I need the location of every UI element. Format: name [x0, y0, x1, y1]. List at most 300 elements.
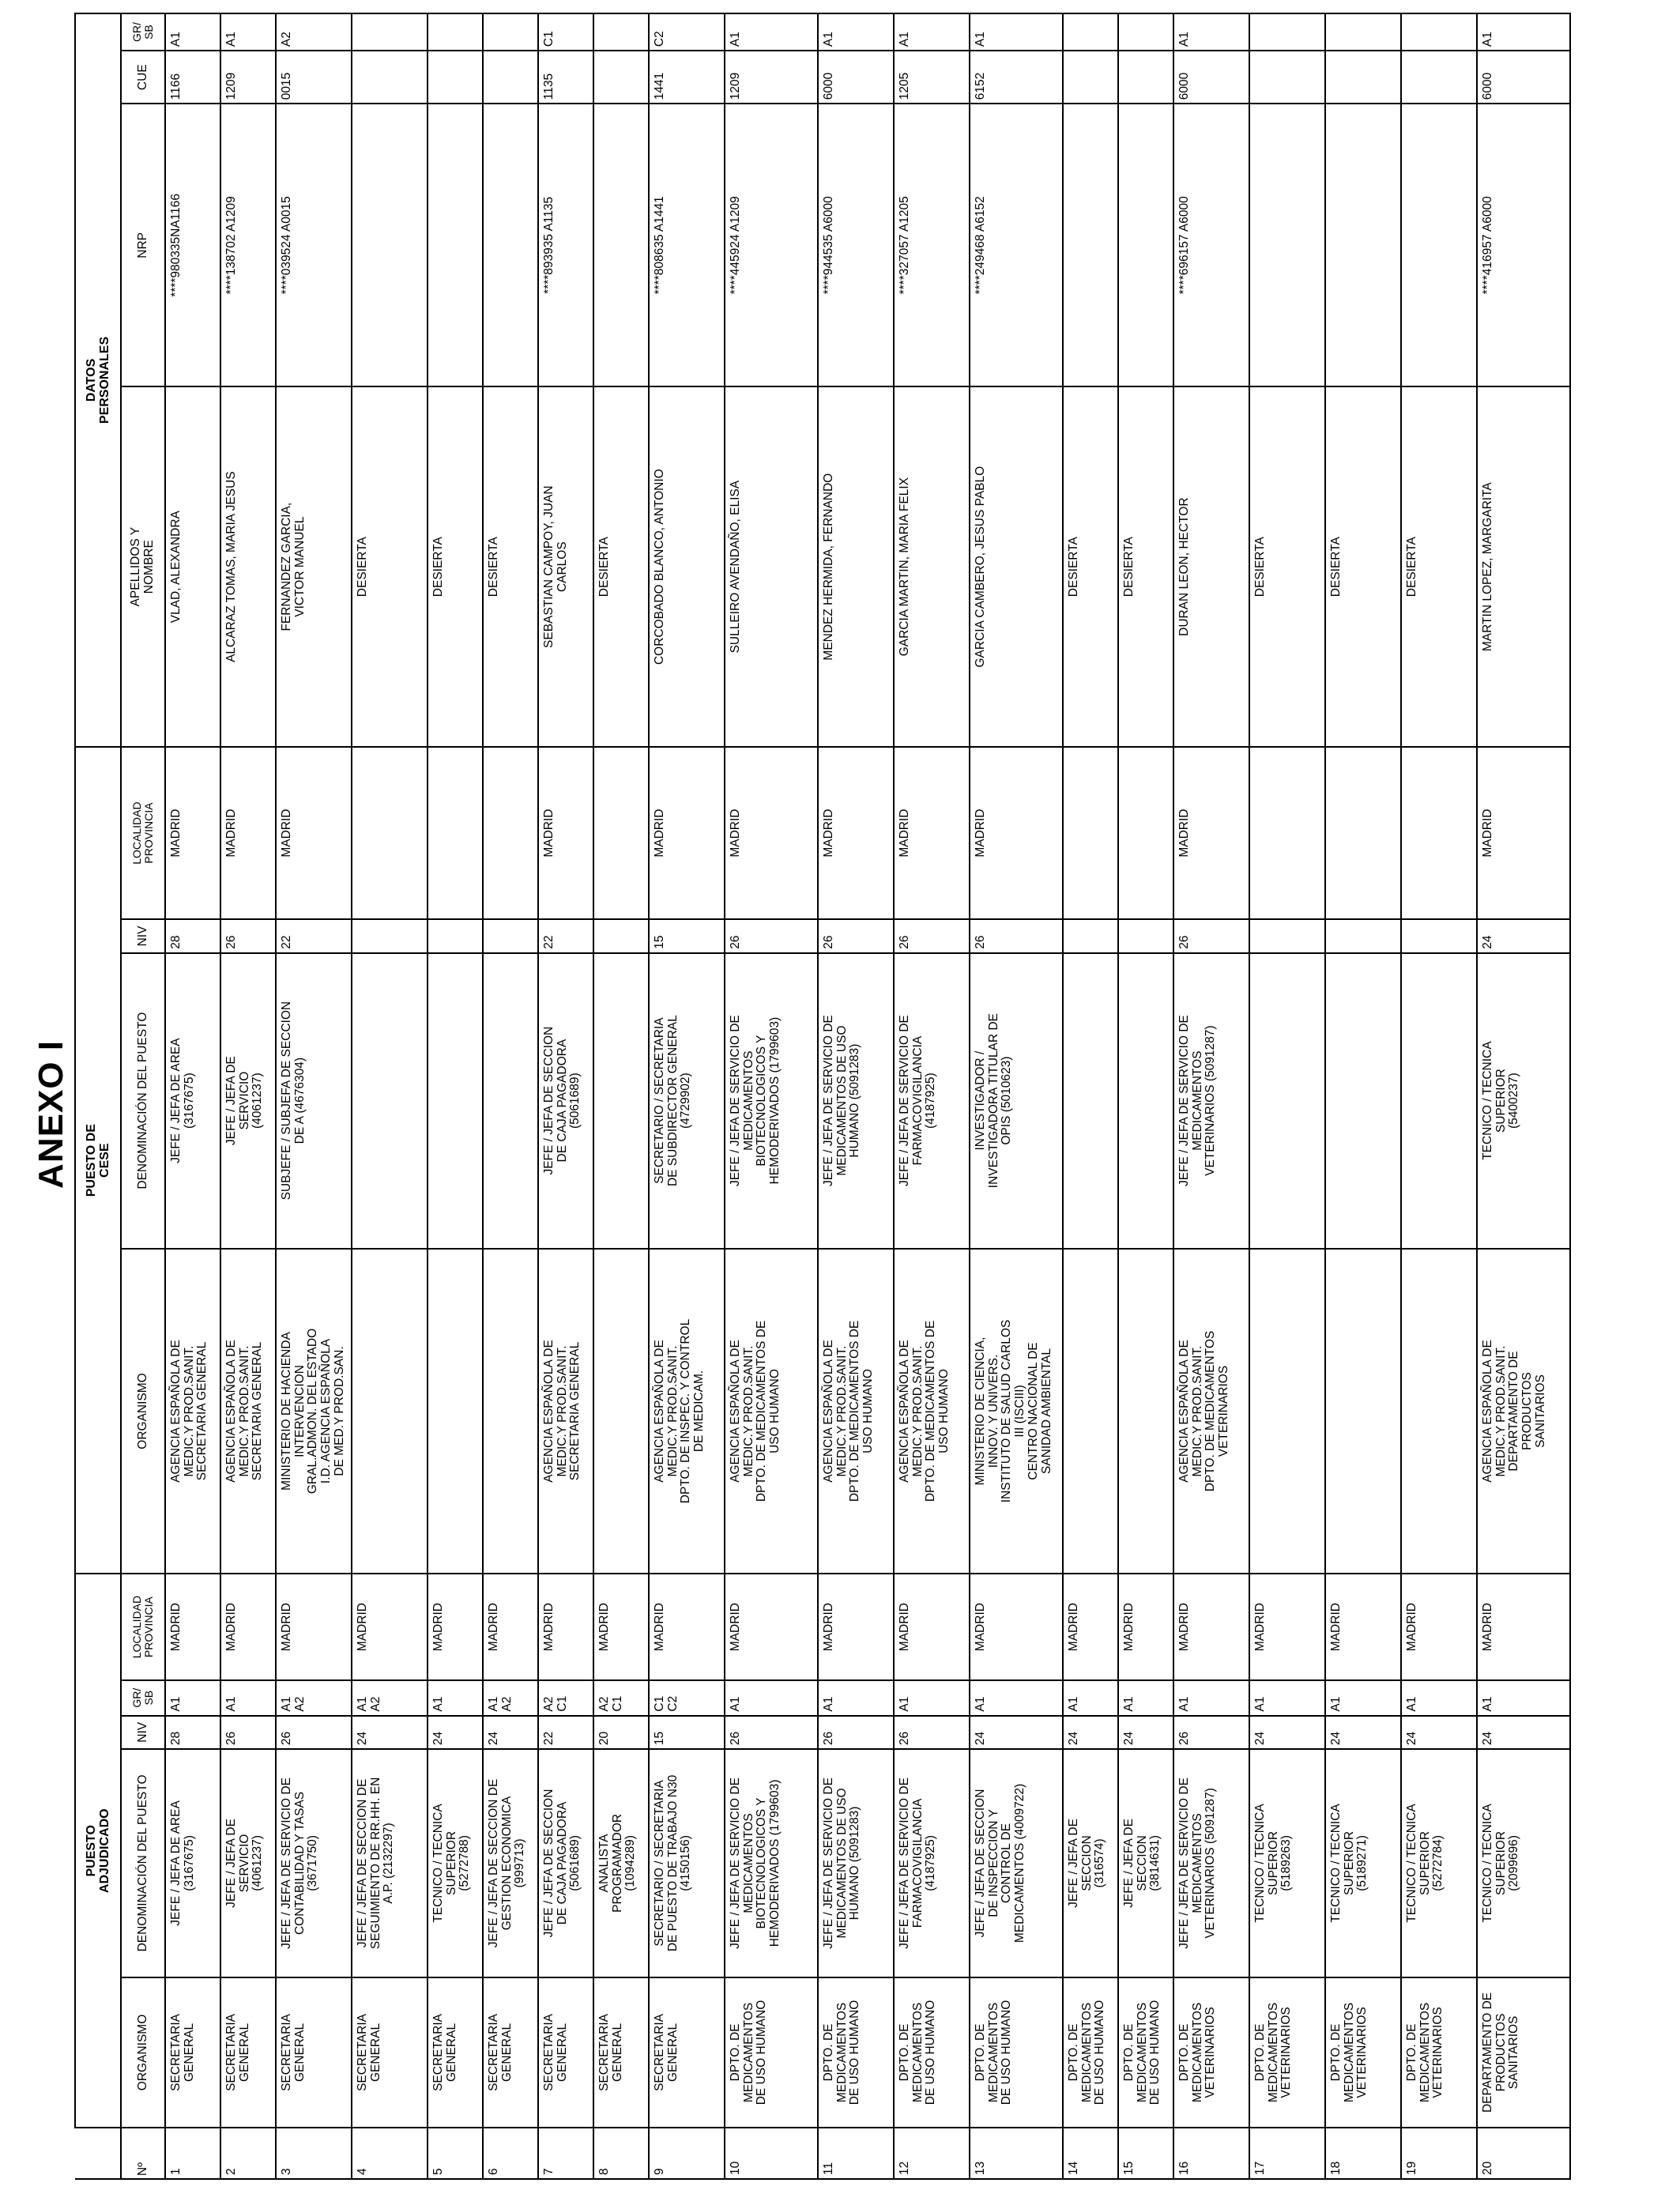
cell-niv: 24 [483, 1716, 538, 1750]
cell-nrp: ****696157 A6000 [1173, 104, 1249, 386]
cell-grsb: A1 A2 [352, 1680, 428, 1716]
cell-nrp [352, 104, 428, 386]
cell-cese-localidad [428, 747, 483, 919]
cell-denominacion: TECNICO / TECNICA SUPERIOR (2099696) [1477, 1749, 1570, 1977]
cell-cese-denominacion [1401, 953, 1477, 1249]
cell-organismo: DPTO. DE MEDICAMENTOS VETERINARIOS [1173, 1977, 1249, 2128]
cell-pgrsb: A1 [220, 13, 276, 51]
cell-pgrsb [1063, 13, 1118, 51]
cell-niv: 26 [276, 1716, 352, 1750]
cell-niv: 24 [1325, 1716, 1401, 1750]
cell-n: 11 [818, 2128, 894, 2179]
table-row [649, 13, 725, 2179]
cell-cese-niv: 24 [1477, 919, 1570, 953]
cell-cue [428, 51, 483, 104]
cell-localidad: MADRID [1173, 1574, 1249, 1679]
cell-apellidos: DURAN LEON, HECTOR [1173, 386, 1249, 747]
cell-organismo: SECRETARIA GENERAL [483, 1977, 538, 2128]
cell-pgrsb [352, 13, 428, 51]
cell-n: 9 [649, 2128, 725, 2179]
cell-cue: 1209 [725, 51, 818, 104]
cell-niv: 22 [538, 1716, 593, 1750]
cell-cese-niv [1325, 919, 1401, 953]
cell-cese-organismo: MINISTERIO DE CIENCIA, INNOV. Y UNIVERS. INSTITUTO DE SALUD CARLOS III (ISCIII) CENTRO NACIONAL DE SANIDAD AMBIENTAL [970, 1249, 1063, 1574]
cell-apellidos: GARCIA MARTIN, MARIA FELIX [894, 386, 970, 747]
cell-organismo: DPTO. DE MEDICAMENTOS VETERINARIOS [1401, 1977, 1477, 2128]
group-spacer [75, 2128, 121, 2179]
cell-cese-localidad [483, 747, 538, 919]
cell-cese-localidad: MADRID [1477, 747, 1570, 919]
group-datos-personales: DATOS PERSONALES [75, 13, 121, 747]
table-row [1249, 13, 1325, 2179]
cell-cese-organismo: AGENCIA ESPAÑOLA DE MEDIC.Y PROD.SANIT. DEPARTAMENTO DE PRODUCTOS SANITARIOS [1477, 1249, 1570, 1574]
table-row [970, 13, 1063, 2179]
table-row [1477, 13, 1570, 2179]
cell-organismo: DEPARTAMENTO DE PRODUCTOS SANITARIOS [1477, 1977, 1570, 2128]
cell-localidad: MADRID [1063, 1574, 1118, 1679]
cell-n: 3 [276, 2128, 352, 2179]
cell-localidad: MADRID [428, 1574, 483, 1679]
cell-denominacion: JEFE / JEFA DE SECCION DE INSPECCION Y CONTROL DE MEDICAMENTOS (4009722) [970, 1749, 1063, 1977]
cell-cese-organismo: MINISTERIO DE HACIENDA INTERVENCION GRAL.ADMON. DEL ESTADO I.D. AGENCIA ESPAÑOLA DE MED.Y PROD.SAN. [276, 1249, 352, 1574]
cell-cese-denominacion [1118, 953, 1173, 1249]
table-row [1118, 13, 1173, 2179]
cell-cese-denominacion [593, 953, 649, 1249]
cell-nrp: ****416957 A6000 [1477, 104, 1570, 386]
cell-apellidos: SEBASTIAN CAMPOY, JUAN CARLOS [538, 386, 593, 747]
table-row [165, 13, 220, 2179]
cell-n: 10 [725, 2128, 818, 2179]
header-cue: CUE [121, 51, 165, 104]
cell-cese-denominacion: JEFE / JEFA DE SERVICIO DE MEDICAMENTOS DE USO HUMANO (5091283) [818, 953, 894, 1249]
cell-cese-denominacion [428, 953, 483, 1249]
cell-organismo: SECRETARIA GENERAL [220, 1977, 276, 2128]
cell-localidad: MADRID [165, 1574, 220, 1679]
cell-denominacion: TECNICO / TECNICA SUPERIOR (5272788) [428, 1749, 483, 1977]
cell-cese-denominacion: JEFE / JEFA DE SERVICIO (4061237) [220, 953, 276, 1249]
cell-cese-localidad: MADRID [725, 747, 818, 919]
cell-cese-denominacion: JEFE / JEFA DE SERVICIO DE MEDICAMENTOS VETERINARIOS (5091287) [1173, 953, 1249, 1249]
cell-grsb: A1 [1249, 1680, 1325, 1716]
cell-cese-localidad: MADRID [1173, 747, 1249, 919]
header-cese-localidad: LOCALIDAD PROVINCIA [121, 747, 165, 919]
header-nrp: NRP [121, 104, 165, 386]
cell-nrp: ****039524 A0015 [276, 104, 352, 386]
cell-cese-niv: 15 [649, 919, 725, 953]
cell-organismo: DPTO. DE MEDICAMENTOS DE USO HUMANO [1063, 1977, 1118, 2128]
cell-cese-organismo [1325, 1249, 1401, 1574]
cell-niv: 26 [894, 1716, 970, 1750]
header-organismo: ORGANISMO [121, 1977, 165, 2128]
header-denominacion: DENOMINACIÓN DEL PUESTO [121, 1749, 165, 1977]
cell-organismo: SECRETARIA GENERAL [649, 1977, 725, 2128]
cell-pgrsb: A1 [1477, 13, 1570, 51]
cell-denominacion: TECNICO / TECNICA SUPERIOR (5189271) [1325, 1749, 1401, 1977]
cell-cese-organismo [352, 1249, 428, 1574]
cell-localidad: MADRID [1401, 1574, 1477, 1679]
cell-organismo: DPTO. DE MEDICAMENTOS DE USO HUMANO [725, 1977, 818, 2128]
cell-cese-niv: 22 [538, 919, 593, 953]
cell-localidad: MADRID [1118, 1574, 1173, 1679]
cell-pgrsb: C1 [538, 13, 593, 51]
cell-niv: 24 [428, 1716, 483, 1750]
table-row [276, 13, 352, 2179]
cell-localidad: MADRID [593, 1574, 649, 1679]
header-grsb: GR/ SB [121, 1680, 165, 1716]
cell-grsb: A1 [1118, 1680, 1173, 1716]
cell-niv: 15 [649, 1716, 725, 1750]
cell-cese-localidad [1063, 747, 1118, 919]
cell-apellidos: ALCARAZ TOMAS, MARIA JESUS [220, 386, 276, 747]
cell-cese-niv [1063, 919, 1118, 953]
cell-denominacion: TECNICO / TECNICA SUPERIOR (5189263) [1249, 1749, 1325, 1977]
cell-cese-niv: 26 [1173, 919, 1249, 953]
cell-cue: 1135 [538, 51, 593, 104]
cell-nrp: ****944535 A6000 [818, 104, 894, 386]
cell-nrp [428, 104, 483, 386]
cell-denominacion: JEFE / JEFA DE AREA (3167675) [165, 1749, 220, 1977]
cell-grsb: C1 C2 [649, 1680, 725, 1716]
cell-n: 4 [352, 2128, 428, 2179]
cell-cese-organismo: AGENCIA ESPAÑOLA DE MEDIC.Y PROD.SANIT. DPTO. DE MEDICAMENTOS DE USO HUMANO [725, 1249, 818, 1574]
table-row [220, 13, 276, 2179]
cell-pgrsb: A1 [725, 13, 818, 51]
cell-cese-localidad: MADRID [276, 747, 352, 919]
cell-cese-niv [1118, 919, 1173, 953]
cell-grsb: A1 A2 [483, 1680, 538, 1716]
cell-cese-niv: 28 [165, 919, 220, 953]
cell-n: 12 [894, 2128, 970, 2179]
cell-organismo: SECRETARIA GENERAL [276, 1977, 352, 2128]
cell-n: 1 [165, 2128, 220, 2179]
cell-grsb: A1 [1063, 1680, 1118, 1716]
cell-niv: 26 [220, 1716, 276, 1750]
cell-cese-organismo [1401, 1249, 1477, 1574]
cell-cese-niv [352, 919, 428, 953]
cell-cese-localidad: MADRID [165, 747, 220, 919]
cell-localidad: MADRID [970, 1574, 1063, 1679]
cell-apellidos: MARTIN LOPEZ, MARGARITA [1477, 386, 1570, 747]
cell-grsb: A2 C1 [538, 1680, 593, 1716]
cell-denominacion: JEFE / JEFA DE SERVICIO DE CONTABILIDAD Y TASAS (3671750) [276, 1749, 352, 1977]
cell-niv: 26 [818, 1716, 894, 1750]
cell-n: 7 [538, 2128, 593, 2179]
cell-cese-localidad [1118, 747, 1173, 919]
cell-nrp [1401, 104, 1477, 386]
cell-organismo: DPTO. DE MEDICAMENTOS DE USO HUMANO [970, 1977, 1063, 2128]
cell-niv: 24 [1063, 1716, 1118, 1750]
table-row [1325, 13, 1401, 2179]
cell-cese-niv: 26 [894, 919, 970, 953]
cell-grsb: A1 [428, 1680, 483, 1716]
cell-niv: 24 [352, 1716, 428, 1750]
cell-cese-organismo [428, 1249, 483, 1574]
cell-cue [483, 51, 538, 104]
cell-cese-denominacion: JEFE / JEFA DE SECCION DE CAJA PAGADORA (5061689) [538, 953, 593, 1249]
table-row [1401, 13, 1477, 2179]
table-row [483, 13, 538, 2179]
cell-n: 17 [1249, 2128, 1325, 2179]
cell-grsb: A1 [970, 1680, 1063, 1716]
table-row [538, 13, 593, 2179]
cell-cue: 6000 [1173, 51, 1249, 104]
cell-pgrsb [1401, 13, 1477, 51]
cell-pgrsb: A1 [970, 13, 1063, 51]
cell-cese-organismo: AGENCIA ESPAÑOLA DE MEDIC.Y PROD.SANIT. SECRETARIA GENERAL [220, 1249, 276, 1574]
cell-localidad: MADRID [649, 1574, 725, 1679]
cell-pgrsb: C2 [649, 13, 725, 51]
cell-cese-denominacion: INVESTIGADOR / INVESTIGADORA TITULAR DE OPIS (5010623) [970, 953, 1063, 1249]
cell-denominacion: JEFE / JEFA DE SECCION DE GESTION ECONOMICA (999713) [483, 1749, 538, 1977]
cell-pgrsb: A2 [276, 13, 352, 51]
anexo-table [74, 13, 1571, 2180]
cell-n: 2 [220, 2128, 276, 2179]
header-apellidos: APELLIDOS Y NOMBRE [121, 386, 165, 747]
cell-cese-localidad [593, 747, 649, 919]
cell-denominacion: JEFE / JEFA DE SERVICIO DE MEDICAMENTOS VETERINARIOS (5091287) [1173, 1749, 1249, 1977]
cell-grsb: A1 [1477, 1680, 1570, 1716]
cell-grsb: A1 [220, 1680, 276, 1716]
cell-cese-localidad: MADRID [538, 747, 593, 919]
cell-grsb: A1 [818, 1680, 894, 1716]
cell-localidad: MADRID [220, 1574, 276, 1679]
cell-localidad: MADRID [1477, 1574, 1570, 1679]
table-row [352, 13, 428, 2179]
cell-apellidos: DESIERTA [352, 386, 428, 747]
cell-cese-organismo [1063, 1249, 1118, 1574]
cell-apellidos: DESIERTA [593, 386, 649, 747]
cell-cese-localidad [1401, 747, 1477, 919]
header-cese-denominacion: DENOMINACIÓN DEL PUESTO [121, 953, 165, 1249]
cell-localidad: MADRID [725, 1574, 818, 1679]
cell-n: 15 [1118, 2128, 1173, 2179]
cell-grsb: A1 A2 [276, 1680, 352, 1716]
cell-pgrsb [1249, 13, 1325, 51]
cell-cese-niv: 22 [276, 919, 352, 953]
cell-cese-localidad [1325, 747, 1401, 919]
cell-grsb: A1 [725, 1680, 818, 1716]
cell-cese-localidad: MADRID [220, 747, 276, 919]
cell-denominacion: JEFE / JEFA DE SECCION (3814631) [1118, 1749, 1173, 1977]
cell-denominacion: JEFE / JEFA DE SERVICIO (4061237) [220, 1749, 276, 1977]
cell-nrp: ****808635 A1441 [649, 104, 725, 386]
cell-n: 8 [593, 2128, 649, 2179]
cell-apellidos: MENDEZ HERMIDA, FERNANDO [818, 386, 894, 747]
cell-pgrsb: A1 [1173, 13, 1249, 51]
cell-apellidos: CORCOBADO BLANCO, ANTONIO [649, 386, 725, 747]
cell-pgrsb [593, 13, 649, 51]
cell-nrp [593, 104, 649, 386]
cell-cese-localidad: MADRID [649, 747, 725, 919]
table-row [1173, 13, 1249, 2179]
cell-grsb: A1 [1325, 1680, 1401, 1716]
cell-niv: 26 [1173, 1716, 1249, 1750]
cell-localidad: MADRID [276, 1574, 352, 1679]
cell-denominacion: JEFE / JEFA DE SERVICIO DE MEDICAMENTOS DE USO HUMANO (5091283) [818, 1749, 894, 1977]
cell-n: 19 [1401, 2128, 1477, 2179]
cell-cese-organismo [1118, 1249, 1173, 1574]
cell-cue [1325, 51, 1401, 104]
cell-nrp: ****980335NA1166 [165, 104, 220, 386]
cell-n: 20 [1477, 2128, 1570, 2179]
cell-apellidos: SULLEIRO AVENDAÑO, ELISA [725, 386, 818, 747]
cell-cue: 1166 [165, 51, 220, 104]
cell-cue: 6000 [1477, 51, 1570, 104]
cell-denominacion: JEFE / JEFA DE SECCION (316574) [1063, 1749, 1118, 1977]
cell-nrp: ****893935 A1135 [538, 104, 593, 386]
cell-denominacion: TECNICO / TECNICA SUPERIOR (5272784) [1401, 1749, 1477, 1977]
page-title: ANEXO I [32, 1040, 71, 1189]
cell-cese-organismo: AGENCIA ESPAÑOLA DE MEDIC.Y PROD.SANIT. SECRETARIA GENERAL [165, 1249, 220, 1574]
cell-cese-organismo: AGENCIA ESPAÑOLA DE MEDIC.Y PROD.SANIT. DPTO. DE MEDICAMENTOS DE USO HUMANO [894, 1249, 970, 1574]
cell-cese-denominacion: SECRETARIO / SECRETARIA DE SUBDIRECTOR GENERAL (4729902) [649, 953, 725, 1249]
cell-cese-organismo [483, 1249, 538, 1574]
cell-grsb: A1 [1173, 1680, 1249, 1716]
cell-n: 16 [1173, 2128, 1249, 2179]
cell-nrp: ****327057 A1205 [894, 104, 970, 386]
cell-cue [593, 51, 649, 104]
header-cese-organismo: ORGANISMO [121, 1249, 165, 1574]
cell-denominacion: JEFE / JEFA DE SECCION DE SEGUIMIENTO DE RR.HH. EN A.P. (2132297) [352, 1749, 428, 1977]
header-niv: NIV [121, 1716, 165, 1750]
cell-cese-denominacion [352, 953, 428, 1249]
cell-niv: 24 [1401, 1716, 1477, 1750]
cell-niv: 24 [970, 1716, 1063, 1750]
cell-n: 6 [483, 2128, 538, 2179]
cell-organismo: SECRETARIA GENERAL [538, 1977, 593, 2128]
table-row [428, 13, 483, 2179]
cell-cese-denominacion [1063, 953, 1118, 1249]
cell-organismo: DPTO. DE MEDICAMENTOS VETERINARIOS [1249, 1977, 1325, 2128]
cell-cese-localidad [1249, 747, 1325, 919]
table-row [593, 13, 649, 2179]
cell-organismo: DPTO. DE MEDICAMENTOS DE USO HUMANO [818, 1977, 894, 2128]
cell-pgrsb: A1 [818, 13, 894, 51]
cell-cese-niv: 26 [818, 919, 894, 953]
cell-organismo: DPTO. DE MEDICAMENTOS DE USO HUMANO [894, 1977, 970, 2128]
header-localidad: LOCALIDAD PROVINCIA [121, 1574, 165, 1679]
cell-apellidos: GARCIA CAMBERO, JESUS PABLO [970, 386, 1063, 747]
cell-cese-niv: 26 [970, 919, 1063, 953]
cell-cese-niv [483, 919, 538, 953]
cell-niv: 24 [1477, 1716, 1570, 1750]
cell-n: 14 [1063, 2128, 1118, 2179]
table-row [894, 13, 970, 2179]
group-puesto-cese: PUESTO DE CESE [75, 747, 121, 1574]
cell-cese-niv [593, 919, 649, 953]
cell-localidad: MADRID [483, 1574, 538, 1679]
cell-cese-niv [428, 919, 483, 953]
cell-nrp [483, 104, 538, 386]
cell-nrp: ****138702 A1209 [220, 104, 276, 386]
table-body [165, 13, 1570, 2179]
cell-pgrsb [1118, 13, 1173, 51]
cell-cue: 0015 [276, 51, 352, 104]
cell-organismo: DPTO. DE MEDICAMENTOS VETERINARIOS [1325, 1977, 1401, 2128]
cell-cese-niv [1401, 919, 1477, 953]
cell-localidad: MADRID [538, 1574, 593, 1679]
cell-cue [1118, 51, 1173, 104]
cell-cue [1063, 51, 1118, 104]
cell-nrp: ****249468 A6152 [970, 104, 1063, 386]
cell-cue [1401, 51, 1477, 104]
cell-pgrsb: A1 [165, 13, 220, 51]
cell-cue: 1441 [649, 51, 725, 104]
cell-pgrsb [483, 13, 538, 51]
header-cese-niv: NIV [121, 919, 165, 953]
cell-n: 5 [428, 2128, 483, 2179]
cell-grsb: A1 [894, 1680, 970, 1716]
cell-apellidos: DESIERTA [483, 386, 538, 747]
cell-cese-denominacion [483, 953, 538, 1249]
cell-organismo: DPTO. DE MEDICAMENTOS DE USO HUMANO [1118, 1977, 1173, 2128]
cell-cue: 1205 [894, 51, 970, 104]
cell-grsb: A1 [1401, 1680, 1477, 1716]
table-row [725, 13, 818, 2179]
table-row [818, 13, 894, 2179]
cell-organismo: SECRETARIA GENERAL [165, 1977, 220, 2128]
cell-nrp: ****445924 A1209 [725, 104, 818, 386]
cell-apellidos: DESIERTA [1063, 386, 1118, 747]
cell-cue: 6000 [818, 51, 894, 104]
cell-cese-denominacion [1249, 953, 1325, 1249]
cell-apellidos: DESIERTA [1249, 386, 1325, 747]
cell-denominacion: JEFE / JEFA DE SERVICIO DE FARMACOVIGILANCIA (4187925) [894, 1749, 970, 1977]
cell-niv: 24 [1118, 1716, 1173, 1750]
cell-cese-denominacion: TECNICO / TECNICA SUPERIOR (5400237) [1477, 953, 1570, 1249]
cell-apellidos: DESIERTA [1325, 386, 1401, 747]
cell-nrp [1249, 104, 1325, 386]
cell-niv: 26 [725, 1716, 818, 1750]
cell-niv: 24 [1249, 1716, 1325, 1750]
cell-n: 18 [1325, 2128, 1401, 2179]
rotated-page [74, 13, 1547, 2180]
cell-localidad: MADRID [1325, 1574, 1401, 1679]
cell-pgrsb: A1 [894, 13, 970, 51]
cell-apellidos: DESIERTA [1118, 386, 1173, 747]
table-row [1063, 13, 1118, 2179]
cell-denominacion: JEFE / JEFA DE SECCION DE CAJA PAGADORA (5061689) [538, 1749, 593, 1977]
cell-cue: 1209 [220, 51, 276, 104]
cell-pgrsb [1325, 13, 1401, 51]
cell-apellidos: FERNANDEZ GARCIA, VICTOR MANUEL [276, 386, 352, 747]
cell-organismo: SECRETARIA GENERAL [593, 1977, 649, 2128]
cell-cese-denominacion [1325, 953, 1401, 1249]
cell-cese-denominacion: JEFE / JEFA DE SERVICIO DE FARMACOVIGILANCIA (4187925) [894, 953, 970, 1249]
cell-cese-organismo: AGENCIA ESPAÑOLA DE MEDIC.Y PROD.SANIT. DPTO. DE MEDICAMENTOS DE USO HUMANO [818, 1249, 894, 1574]
cell-cese-organismo [1249, 1249, 1325, 1574]
cell-cese-denominacion: SUBJEFE / SUBJEFA DE SECCION DE A (4676304) [276, 953, 352, 1249]
cell-niv: 28 [165, 1716, 220, 1750]
cell-cue: 6152 [970, 51, 1063, 104]
cell-localidad: MADRID [1249, 1574, 1325, 1679]
cell-cese-organismo: AGENCIA ESPAÑOLA DE MEDIC.Y PROD.SANIT. SECRETARIA GENERAL [538, 1249, 593, 1574]
cell-localidad: MADRID [894, 1574, 970, 1679]
cell-cese-organismo [593, 1249, 649, 1574]
cell-denominacion: SECRETARIO / SECRETARIA DE PUESTO DE TRABAJO N30 (4150156) [649, 1749, 725, 1977]
cell-pgrsb [428, 13, 483, 51]
cell-cese-denominacion: JEFE / JEFA DE SERVICIO DE MEDICAMENTOS BIOTECNOLOGICOS Y HEMODERIVADOS (1799603) [725, 953, 818, 1249]
group-puesto-adjudicado: PUESTO ADJUDICADO [75, 1574, 121, 2128]
cell-apellidos: DESIERTA [1401, 386, 1477, 747]
cell-localidad: MADRID [352, 1574, 428, 1679]
cell-denominacion: JEFE / JEFA DE SERVICIO DE MEDICAMENTOS BIOTECNOLOGICOS Y HEMODERIVADOS (1799603) [725, 1749, 818, 1977]
cell-niv: 20 [593, 1716, 649, 1750]
cell-cese-niv: 26 [220, 919, 276, 953]
cell-grsb: A1 [165, 1680, 220, 1716]
cell-cese-localidad: MADRID [818, 747, 894, 919]
cell-cue [352, 51, 428, 104]
